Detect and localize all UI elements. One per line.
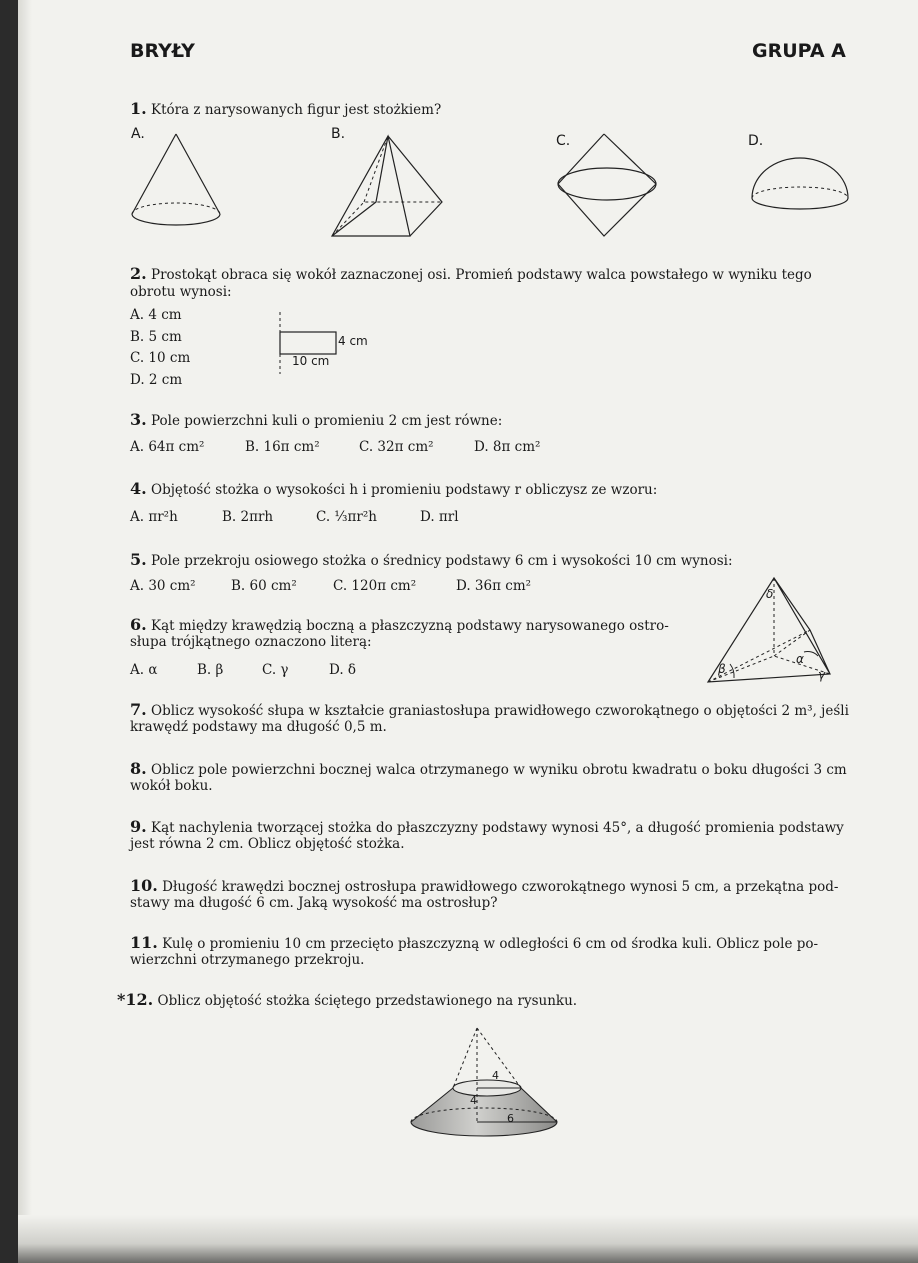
answer-option-a[interactable]: A. πr²h bbox=[130, 509, 178, 525]
hemisphere-figure bbox=[750, 150, 850, 212]
angle-beta-label: β bbox=[718, 662, 726, 676]
question-4 bbox=[130, 480, 657, 499]
question-7-line-2: krawędź podstawy ma długość 0,5 m. bbox=[130, 719, 387, 735]
question-11 bbox=[130, 934, 818, 953]
question-number: 10. bbox=[130, 876, 158, 895]
answer-option-b[interactable]: B. 16π cm² bbox=[245, 439, 320, 455]
answer-option-c[interactable]: C. ⅓πr²h bbox=[316, 509, 377, 525]
answer-option-b[interactable]: B. 60 cm² bbox=[231, 578, 297, 594]
question-6 bbox=[130, 616, 669, 635]
question-7 bbox=[130, 701, 849, 720]
answer-option-b[interactable]: B. 5 cm bbox=[130, 329, 182, 345]
question-9-line-2: jest równa 2 cm. Oblicz objętość stożka. bbox=[130, 836, 405, 852]
answer-option-b[interactable]: B. β bbox=[197, 662, 224, 678]
angle-alpha-label: α bbox=[796, 652, 804, 666]
question-text-line-1: Kulę o promieniu 10 cm przecięto płaszczyzną w odległości 6 cm od środka kuli. Oblicz pole po- bbox=[162, 936, 819, 952]
pyramid-figure bbox=[322, 134, 452, 240]
double-cone-figure bbox=[552, 130, 677, 240]
rectangle-height-label: 4 cm bbox=[338, 334, 368, 348]
answer-option-d[interactable]: D. πrl bbox=[420, 509, 459, 525]
question-number: 1. bbox=[130, 99, 147, 118]
question-number: *12. bbox=[117, 990, 154, 1009]
figure-label-a: A. bbox=[131, 126, 145, 142]
question-number: 2. bbox=[130, 264, 147, 283]
answer-option-a[interactable]: A. 30 cm² bbox=[130, 578, 196, 594]
answer-option-c[interactable]: C. 32π cm² bbox=[359, 439, 434, 455]
answer-option-c[interactable]: C. 10 cm bbox=[130, 350, 191, 366]
angle-delta-label: δ bbox=[766, 587, 774, 601]
question-text-line-1: Kąt między krawędzią boczną a płaszczyzną podstawy narysowanego ostro- bbox=[151, 618, 669, 634]
figure-label-b: B. bbox=[331, 126, 346, 142]
question-text-line-1: Oblicz wysokość słupa w kształcie graniastosłupa prawidłowego czworokątnego o objętości 2 m³, jeśli bbox=[151, 703, 849, 719]
figure-label-c: C. bbox=[556, 133, 571, 149]
answer-option-a[interactable]: A. α bbox=[130, 662, 158, 678]
question-10 bbox=[130, 877, 839, 896]
answer-option-b[interactable]: B. 2πrh bbox=[222, 509, 274, 525]
question-number: 3. bbox=[130, 410, 147, 429]
bottom-radius-label: 6 bbox=[507, 1112, 514, 1125]
answer-option-c[interactable]: C. γ bbox=[262, 662, 289, 678]
question-text: Objętość stożka o wysokości h i promieniu podstawy r obliczysz ze wzoru: bbox=[151, 482, 658, 498]
answer-option-c[interactable]: C. 120π cm² bbox=[333, 578, 417, 594]
question-8-line-2: wokół boku. bbox=[130, 778, 213, 794]
question-number: 9. bbox=[130, 817, 147, 836]
answer-option-a[interactable]: A. 4 cm bbox=[130, 307, 182, 323]
question-12 bbox=[117, 991, 577, 1010]
page-bottom-shadow bbox=[18, 1215, 918, 1263]
question-6-line-2: słupa trójkątnego oznaczono literą: bbox=[130, 634, 372, 650]
answer-option-d[interactable]: D. 2 cm bbox=[130, 372, 183, 388]
question-text: Która z narysowanych figur jest stożkiem? bbox=[151, 102, 442, 118]
question-9 bbox=[130, 818, 844, 837]
height-label: 4 bbox=[470, 1094, 477, 1107]
question-text-line-1: Kąt nachylenia tworzącej stożka do płaszczyzny podstawy wynosi 45°, a długość promienia podstawy bbox=[151, 820, 844, 836]
question-number: 6. bbox=[130, 615, 147, 634]
section-title: BRYŁY bbox=[130, 40, 195, 62]
answer-option-d[interactable]: D. 8π cm² bbox=[474, 439, 541, 455]
question-text: Prostokąt obraca się wokół zaznaczonej osi. Promień podstawy walca powstałego w wyniku tego obrotu wynosi: bbox=[130, 267, 812, 300]
question-2 bbox=[130, 265, 830, 301]
question-number: 5. bbox=[130, 550, 147, 569]
page-edge bbox=[18, 0, 32, 1263]
question-text-line-1: Oblicz pole powierzchni bocznej walca otrzymanego w wyniku obrotu kwadratu o boku długości 3 cm bbox=[151, 762, 847, 778]
answer-option-d[interactable]: D. δ bbox=[329, 662, 357, 678]
figure-label-d: D. bbox=[748, 133, 764, 149]
question-10-line-2: stawy ma długość 6 cm. Jaką wysokość ma ostrosłup? bbox=[130, 895, 498, 911]
question-5 bbox=[130, 551, 733, 570]
question-number: 7. bbox=[130, 700, 147, 719]
question-1 bbox=[130, 100, 441, 119]
angle-gamma-label: γ bbox=[818, 668, 826, 682]
question-3 bbox=[130, 411, 502, 430]
question-number: 11. bbox=[130, 933, 158, 952]
answer-option-d[interactable]: D. 36π cm² bbox=[456, 578, 532, 594]
answer-option-a[interactable]: A. 64π cm² bbox=[130, 439, 205, 455]
group-label: GRUPA A bbox=[752, 40, 846, 62]
question-number: 8. bbox=[130, 759, 147, 778]
question-text: Oblicz objętość stożka ściętego przedstawionego na rysunku. bbox=[157, 993, 578, 1009]
question-11-line-2: wierzchni otrzymanego przekroju. bbox=[130, 952, 365, 968]
top-radius-label: 4 bbox=[492, 1069, 499, 1082]
question-8 bbox=[130, 760, 847, 779]
cone-figure bbox=[128, 132, 228, 234]
question-text: Pole powierzchni kuli o promieniu 2 cm jest równe: bbox=[151, 413, 503, 429]
question-text-line-1: Długość krawędzi bocznej ostrosłupa prawidłowego czworokątnego wynosi 5 cm, a przekątna pod- bbox=[162, 879, 839, 895]
question-number: 4. bbox=[130, 479, 147, 498]
truncated-cone-figure bbox=[405, 1026, 565, 1138]
rectangle-width-label: 10 cm bbox=[292, 354, 330, 368]
question-text: Pole przekroju osiowego stożka o średnicy podstawy 6 cm i wysokości 10 cm wynosi: bbox=[151, 553, 733, 569]
